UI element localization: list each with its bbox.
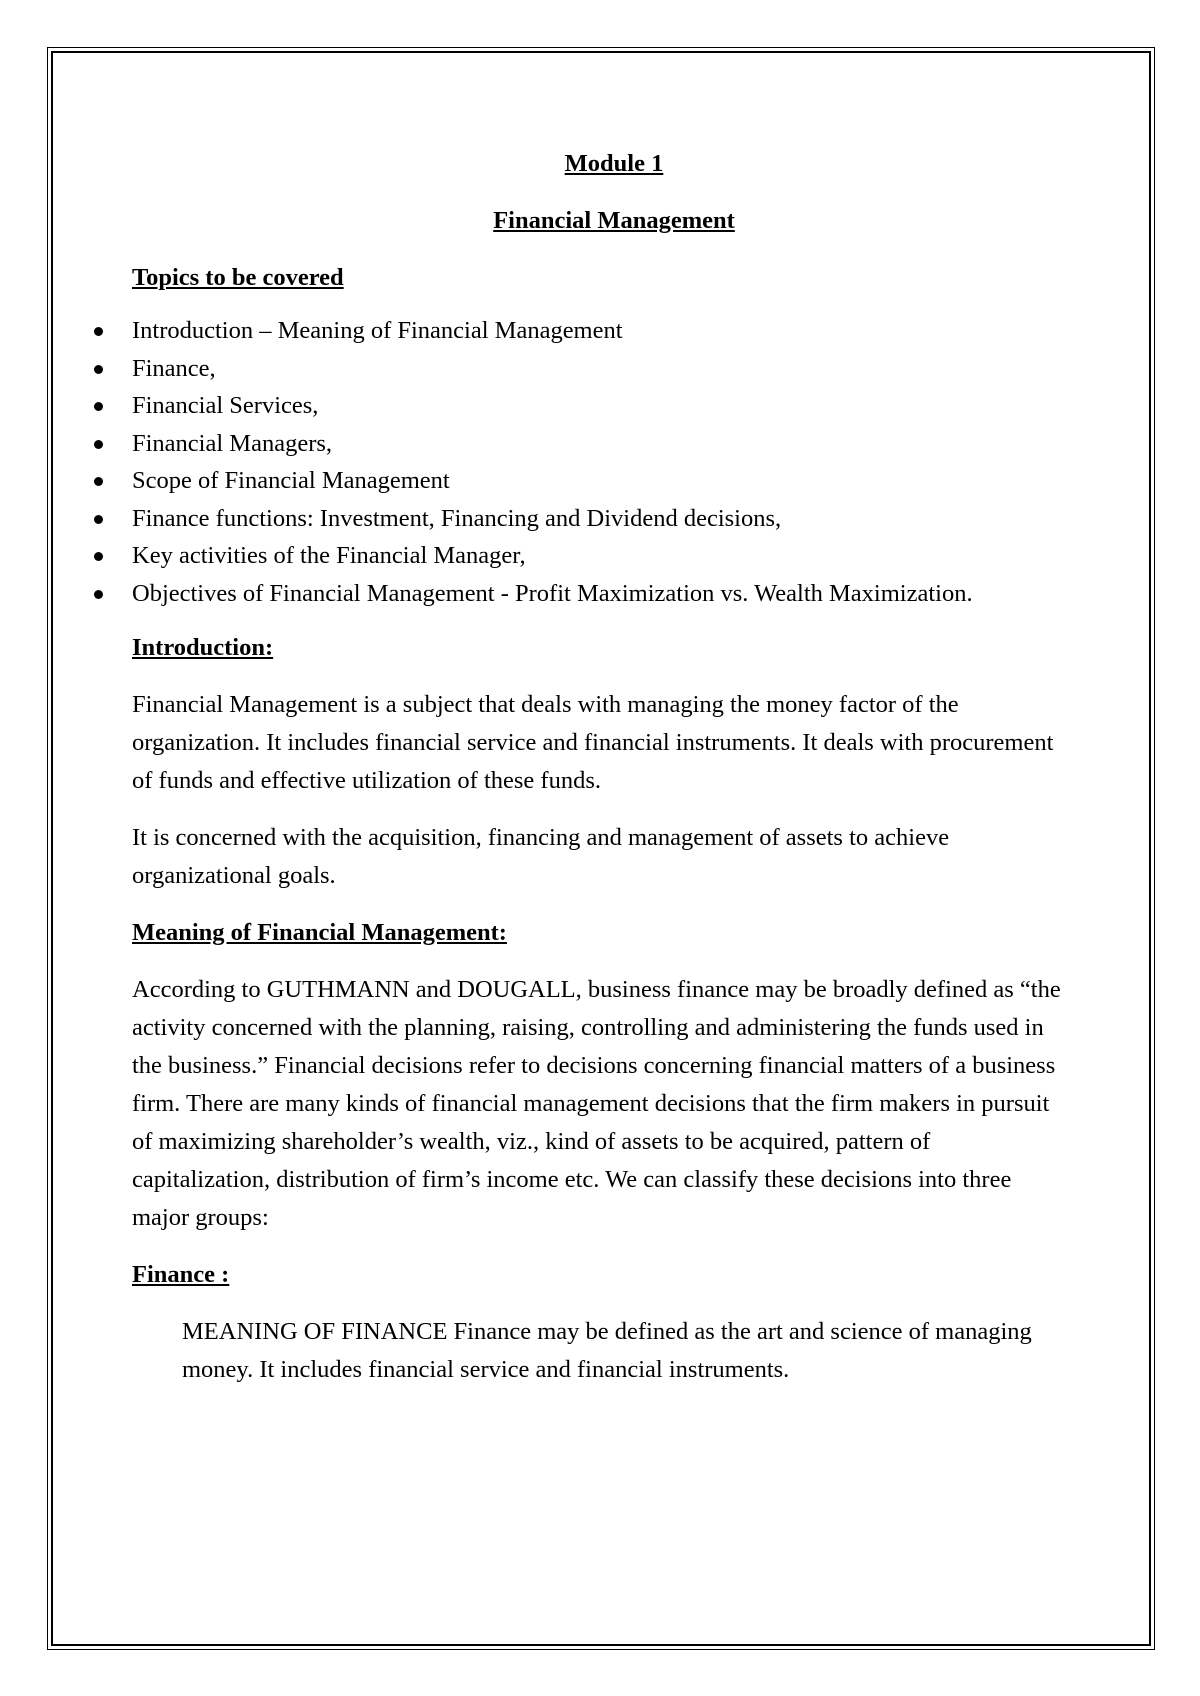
bullet-icon xyxy=(94,515,103,524)
list-item: Key activities of the Financial Manager, xyxy=(132,537,1072,575)
topics-heading: Topics to be covered xyxy=(132,264,344,291)
bullet-icon xyxy=(94,590,103,599)
bullet-icon xyxy=(94,327,103,336)
finance-paragraph: MEANING OF FINANCE Finance may be defined as the art and science of managing money. It includes financial service and financial instruments. xyxy=(182,1318,1032,1383)
introduction-paragraph-1: Financial Management is a subject that deals with managing the money factor of the organization. It includes financial service and financial instruments. It deals with procurement of funds and effective utilization of these funds. xyxy=(132,691,1054,794)
list-item: Scope of Financial Management xyxy=(132,462,1072,500)
bullet-icon xyxy=(94,477,103,486)
list-item: Finance functions: Investment, Financing and Dividend decisions, xyxy=(132,500,1072,538)
bullet-icon xyxy=(94,440,103,449)
list-item: Financial Managers, xyxy=(132,425,1072,463)
finance-heading: Finance : xyxy=(132,1261,230,1288)
topics-list xyxy=(132,312,1072,612)
list-item: Introduction – Meaning of Financial Management xyxy=(132,312,1072,350)
module-title: Module 1 xyxy=(564,150,664,177)
meaning-heading: Meaning of Financial Management: xyxy=(132,919,507,946)
list-item: Objectives of Financial Management - Profit Maximization vs. Wealth Maximization. xyxy=(132,575,1072,613)
bullet-icon xyxy=(94,402,103,411)
introduction-paragraph-2: It is concerned with the acquisition, financing and management of assets to achieve organizational goals. xyxy=(132,824,950,889)
document-body xyxy=(132,145,1072,1408)
bullet-icon xyxy=(94,552,103,561)
subject-title: Financial Management xyxy=(493,207,735,234)
list-item: Financial Services, xyxy=(132,387,1072,425)
list-item: Finance, xyxy=(132,350,1072,388)
introduction-heading: Introduction: xyxy=(132,634,274,661)
meaning-paragraph: According to GUTHMANN and DOUGALL, business finance may be broadly defined as “the activity concerned with the planning, raising, controlling and administering the funds used in the business.” Financial decisions refer to decisions concerning financial matters of a business firm. There are many kinds of financial management decisions that the firm makers in pursuit of maximizing shareholder’s wealth, viz., kind of assets to be acquired, pattern of capitalization, distribution of firm’s income etc. We can classify these decisions into three major groups: xyxy=(132,976,1061,1231)
bullet-icon xyxy=(94,365,103,374)
